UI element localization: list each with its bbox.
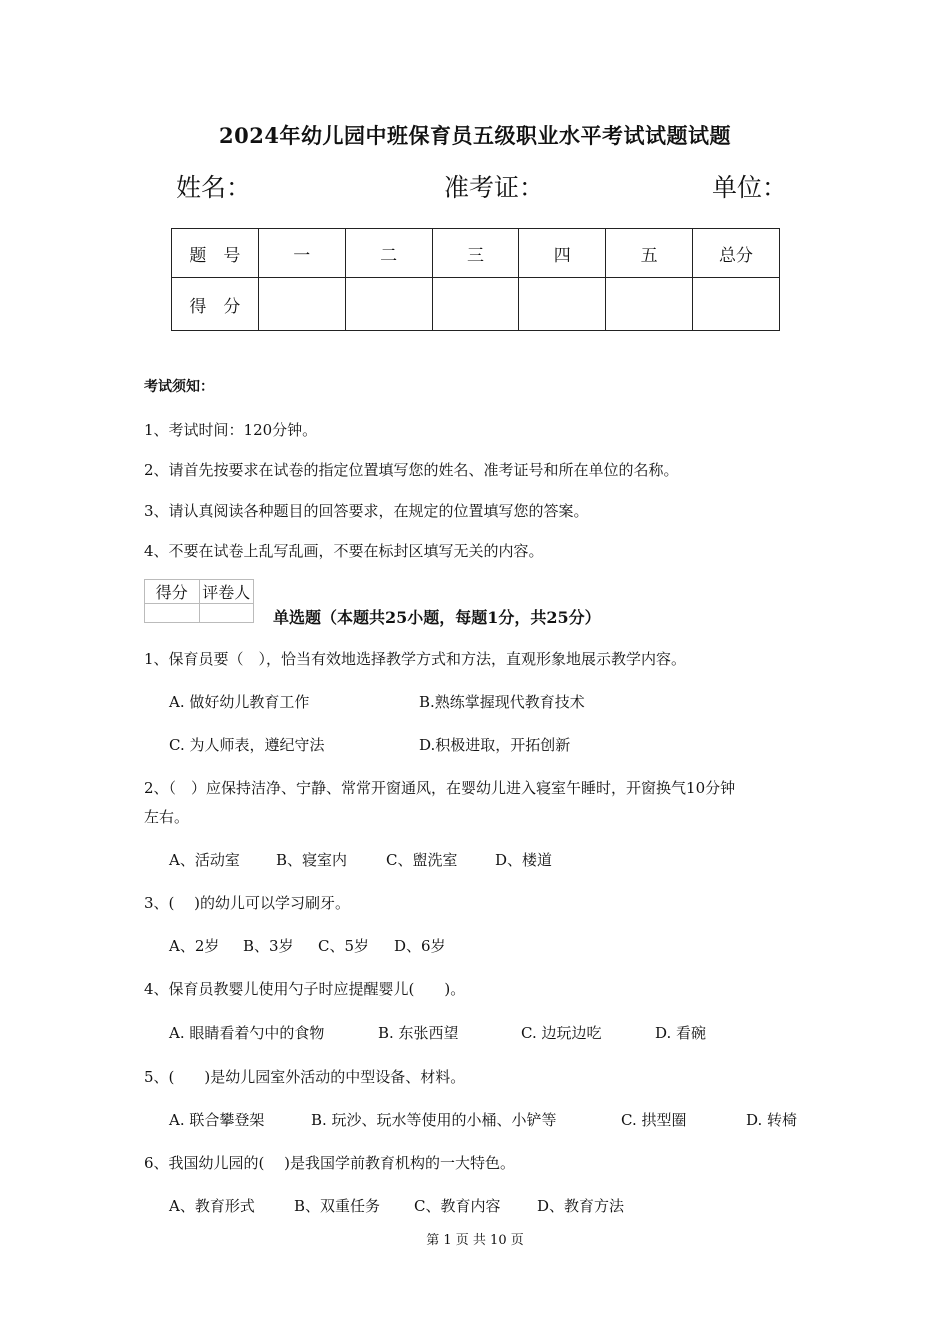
notice-item: 1、考试时间：120分钟。 [144, 421, 318, 439]
score-table-header-cell: 四 [519, 229, 606, 278]
question-option[interactable]: D、6岁 [394, 937, 446, 955]
name-label: 姓名： [176, 173, 252, 202]
question-option[interactable]: C. 拱型圈 [621, 1111, 687, 1129]
notice-item: 2、请首先按要求在试卷的指定位置填写您的姓名、准考证号和所在单位的名称。 [144, 461, 679, 479]
grader-reviewer-cell[interactable] [199, 604, 254, 623]
question-stem: 1、保育员要（ ），恰当有效地选择教学方式和方法，直观形象地展示教学内容。 [144, 650, 687, 668]
exam-number-label: 准考证： [444, 173, 545, 202]
question-option[interactable]: A、活动室 [169, 851, 240, 869]
question-option[interactable]: D. 看碗 [655, 1024, 707, 1042]
question-stem: 3、( )的幼儿可以学习刷牙。 [144, 894, 351, 912]
grader-box [144, 579, 254, 623]
question-option[interactable]: B. 东张西望 [378, 1024, 459, 1042]
page-title: 2024年幼儿园中班保育员五级职业水平考试试题试题 [219, 123, 731, 148]
question-stem: 5、( )是幼儿园室外活动的中型设备、材料。 [144, 1068, 466, 1086]
question-stem: 6、我国幼儿园的( )是我国学前教育机构的一大特色。 [144, 1154, 516, 1172]
score-cell[interactable] [693, 278, 780, 331]
score-table [171, 228, 780, 331]
score-cell[interactable] [519, 278, 606, 331]
question-option[interactable]: B.熟练掌握现代教育技术 [419, 693, 585, 711]
score-table-header-cell: 总分 [693, 229, 780, 278]
grader-score-cell[interactable] [145, 604, 200, 623]
question-option[interactable]: A. 眼睛看着勺中的食物 [169, 1024, 325, 1042]
unit-label: 单位： [712, 173, 788, 202]
score-table-header-cell: 三 [432, 229, 519, 278]
score-cell[interactable] [258, 278, 345, 331]
question-option[interactable]: A. 联合攀登架 [169, 1111, 265, 1129]
score-table-header-cell: 五 [606, 229, 693, 278]
question-option[interactable]: D、教育方法 [537, 1197, 625, 1215]
section-title: 单选题（本题共25小题，每题1分，共25分） [273, 608, 601, 627]
question-option[interactable]: D. 转椅 [746, 1111, 798, 1129]
question-option[interactable]: A. 做好幼儿教育工作 [169, 693, 310, 711]
question-option[interactable]: C、5岁 [318, 937, 370, 955]
question-option[interactable]: B、寝室内 [276, 851, 348, 869]
score-cell[interactable] [345, 278, 432, 331]
score-table-score-row [172, 278, 780, 331]
notice-item: 3、请认真阅读各种题目的回答要求，在规定的位置填写您的答案。 [144, 502, 589, 520]
score-table-header-row [172, 229, 780, 278]
question-stem-continuation: 左右。 [144, 808, 190, 826]
question-option[interactable]: B. 玩沙、玩水等使用的小桶、小铲等 [311, 1111, 557, 1129]
grader-score-label: 得分 [145, 580, 200, 604]
score-cell[interactable] [432, 278, 519, 331]
question-option[interactable]: A、教育形式 [169, 1197, 255, 1215]
page-footer: 第 1 页 共 10 页 [426, 1233, 524, 1248]
question-option[interactable]: C、教育内容 [414, 1197, 501, 1215]
question-option[interactable]: A、2岁 [169, 937, 220, 955]
notice-heading: 考试须知： [144, 379, 214, 395]
question-option[interactable]: D、楼道 [495, 851, 553, 869]
question-option[interactable]: C、盥洗室 [386, 851, 458, 869]
question-option[interactable]: B、双重任务 [294, 1197, 381, 1215]
question-stem: 2、（ ）应保持洁净、宁静、常常开窗通风，在婴幼儿进入寝室午睡时，开窗换气10分钟 [144, 779, 736, 797]
grader-reviewer-label: 评卷人 [199, 580, 254, 604]
question-option[interactable]: B、3岁 [243, 937, 294, 955]
question-option[interactable]: D.积极进取，开拓创新 [419, 736, 571, 754]
score-cell[interactable] [606, 278, 693, 331]
score-row-label: 得 分 [172, 278, 259, 331]
question-option[interactable]: C. 边玩边吃 [521, 1024, 602, 1042]
question-option[interactable]: C. 为人师表，遵纪守法 [169, 736, 325, 754]
score-table-header-cell: 一 [258, 229, 345, 278]
question-stem: 4、保育员教婴儿使用勺子时应提醒婴儿( )。 [144, 980, 466, 998]
notice-item: 4、不要在试卷上乱写乱画，不要在标封区填写无关的内容。 [144, 542, 544, 560]
score-table-header-cell: 题 号 [172, 229, 259, 278]
score-table-header-cell: 二 [345, 229, 432, 278]
